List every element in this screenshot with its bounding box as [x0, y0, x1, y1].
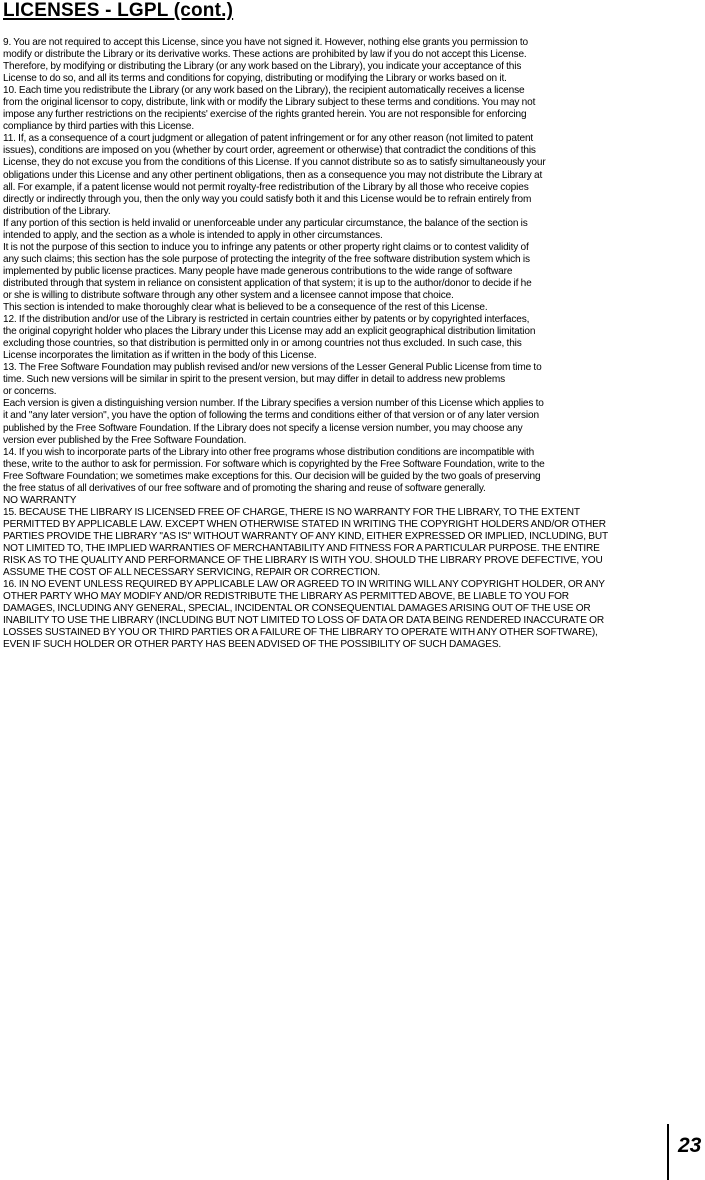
license-text-line: PERMITTED BY APPLICABLE LAW. EXCEPT WHEN OTHERWISE STATED IN WRITING THE COPYRIGHT HOLDERS AND/OR OTHER — [3, 518, 606, 530]
license-text-line: the free status of all derivatives of our free software and of promoting the sharing and reuse of software generally. — [3, 482, 486, 494]
license-text-line: DAMAGES, INCLUDING ANY GENERAL, SPECIAL, INCIDENTAL OR CONSEQUENTIAL DAMAGES ARISING OUT OF THE USE OR — [3, 603, 591, 615]
license-text-line: RISK AS TO THE QUALITY AND PERFORMANCE OF THE LIBRARY IS WITH YOU. SHOULD THE LIBRARY PROVE DEFECTIVE, YOU — [3, 555, 603, 567]
license-text-line: any such claims; this section has the sole purpose of protecting the integrity of the free software distribution system which is — [3, 253, 530, 265]
license-text-line: ASSUME THE COST OF ALL NECESSARY SERVICING, REPAIR OR CORRECTION. — [3, 567, 380, 579]
license-text-line: obligations under this License and any other pertinent obligations, then as a consequence you may not distribute the Library at — [3, 169, 543, 181]
license-text-line: published by the Free Software Foundation. If the Library does not specify a license version number, you may choose any — [3, 422, 523, 434]
license-text-line: License to do so, and all its terms and conditions for copying, distributing or modifying the Library or works based on it. — [3, 73, 507, 85]
page-title: LICENSES - LGPL (cont.) — [3, 0, 234, 21]
license-text-line: NOT LIMITED TO, THE IMPLIED WARRANTIES OF MERCHANTABILITY AND FITNESS FOR A PARTICULAR PURPOSE. THE ENTIRE — [3, 542, 600, 554]
license-text-line: or she is willing to distribute software through any other system and a licensee cannot impose that choice. — [3, 289, 454, 301]
license-text-line: excluding those countries, so that distribution is permitted only in or among countries not thus excluded. In such case, this — [3, 338, 522, 350]
page-number-divider — [667, 1124, 669, 1180]
license-text-line: 11. If, as a consequence of a court judgment or allegation of patent infringement or for any other reason (not limited to patent — [3, 133, 534, 145]
license-text-line: LOSSES SUSTAINED BY YOU OR THIRD PARTIES OR A FAILURE OF THE LIBRARY TO OPERATE WITH ANY OTHER SOFTWARE), — [3, 627, 598, 639]
license-text-line: 13. The Free Software Foundation may publish revised and/or new versions of the Lesser General Public License from time to — [3, 362, 542, 374]
license-text-line: all. For example, if a patent license would not permit royalty-free redistribution of the Library by all those who receive copies — [3, 181, 529, 193]
license-text-line: OTHER PARTY WHO MAY MODIFY AND/OR REDISTRIBUTE THE LIBRARY AS PERMITTED ABOVE, BE LIABLE TO YOU FOR — [3, 591, 569, 603]
license-text-line: these, write to the author to ask for permission. For software which is copyrighted by the Free Software Foundation, write to the — [3, 458, 545, 470]
license-text-line: 12. If the distribution and/or use of the Library is restricted in certain countries either by patents or by copyrighted interfaces, — [3, 314, 530, 326]
license-text-line: PARTIES PROVIDE THE LIBRARY "AS IS" WITHOUT WARRANTY OF ANY KIND, EITHER EXPRESSED OR IMPLIED, INCLUDING, BUT — [3, 530, 609, 542]
license-text-line: or concerns. — [3, 386, 57, 398]
license-text-line: intended to apply, and the section as a whole is intended to apply in other circumstances. — [3, 229, 383, 241]
license-text-line: compliance by third parties with this License. — [3, 121, 195, 133]
license-text-line: This section is intended to make thoroughly clear what is believed to be a consequence of the rest of this License. — [3, 302, 488, 314]
license-text-line: the original copyright holder who places the Library under this License may add an explicit geographical distribution limitation — [3, 326, 536, 338]
license-text-line: Therefore, by modifying or distributing the Library (or any work based on the Library), you indicate your acceptance of this — [3, 61, 522, 73]
license-text-line: issues), conditions are imposed on you (whether by court order, agreement or otherwise) that contradict the conditions of this — [3, 145, 536, 157]
license-text-line: implemented by public license practices. Many people have made generous contributions to the wide range of software — [3, 265, 513, 277]
license-text-line: It is not the purpose of this section to induce you to infringe any patents or other property right claims or to contest validity of — [3, 241, 529, 253]
license-text-line: 14. If you wish to incorporate parts of the Library into other free programs whose distribution conditions are incompatible with — [3, 446, 535, 458]
license-text-line: distributed through that system in reliance on consistent application of that system; it is up to the author/donor to decide if he — [3, 277, 532, 289]
license-text-line: impose any further restrictions on the recipients' exercise of the rights granted herein. You are not responsible for enforcing — [3, 109, 527, 121]
license-text-line: Each version is given a distinguishing version number. If the Library specifies a version number of this License which applies to — [3, 398, 544, 410]
license-text-body — [3, 37, 669, 651]
license-text-line: EVEN IF SUCH HOLDER OR OTHER PARTY HAS BEEN ADVISED OF THE POSSIBILITY OF SUCH DAMAGES. — [3, 639, 502, 651]
license-text-line: License incorporates the limitation as if written in the body of this License. — [3, 350, 317, 362]
license-text-line: time. Such new versions will be similar in spirit to the present version, but may differ in detail to address new problems — [3, 374, 506, 386]
page-number: 23 — [678, 1134, 702, 1157]
license-text-line: License, they do not excuse you from the conditions of this License. If you cannot distribute so as to satisfy simultaneously your — [3, 157, 546, 169]
license-text-line: it and "any later version", you have the option of following the terms and conditions either of that version or of any later version — [3, 410, 539, 422]
license-text-line: 10. Each time you redistribute the Library (or any work based on the Library), the recipient automatically receives a license — [3, 85, 525, 97]
license-text-line: 16. IN NO EVENT UNLESS REQUIRED BY APPLICABLE LAW OR AGREED TO IN WRITING WILL ANY COPYRIGHT HOLDER, OR ANY — [3, 579, 605, 591]
license-text-line: version ever published by the Free Software Foundation. — [3, 434, 247, 446]
license-text-line: modify or distribute the Library or its derivative works. These actions are prohibited by law if you do not accept this License. — [3, 49, 527, 61]
license-text-line: directly or indirectly through you, then the only way you could satisfy both it and this License would be to refrain entirely from — [3, 193, 532, 205]
license-text-line: from the original licensor to copy, distribute, link with or modify the Library subject to these terms and conditions. You may not — [3, 97, 536, 109]
license-text-line: Free Software Foundation; we sometimes make exceptions for this. Our decision will be guided by the two goals of preserving — [3, 470, 541, 482]
license-text-line: INABILITY TO USE THE LIBRARY (INCLUDING BUT NOT LIMITED TO LOSS OF DATA OR DATA BEING RENDERED INACCURATE OR — [3, 615, 604, 627]
license-text-line: If any portion of this section is held invalid or unenforceable under any particular circumstance, the balance of the section is — [3, 217, 528, 229]
license-text-line: 15. BECAUSE THE LIBRARY IS LICENSED FREE OF CHARGE, THERE IS NO WARRANTY FOR THE LIBRARY, TO THE EXTENT — [3, 506, 580, 518]
license-text-line: distribution of the Library. — [3, 205, 111, 217]
license-text-line: 9. You are not required to accept this License, since you have not signed it. However, nothing else grants you permission to — [3, 37, 528, 48]
license-text-line: NO WARRANTY — [3, 494, 77, 506]
